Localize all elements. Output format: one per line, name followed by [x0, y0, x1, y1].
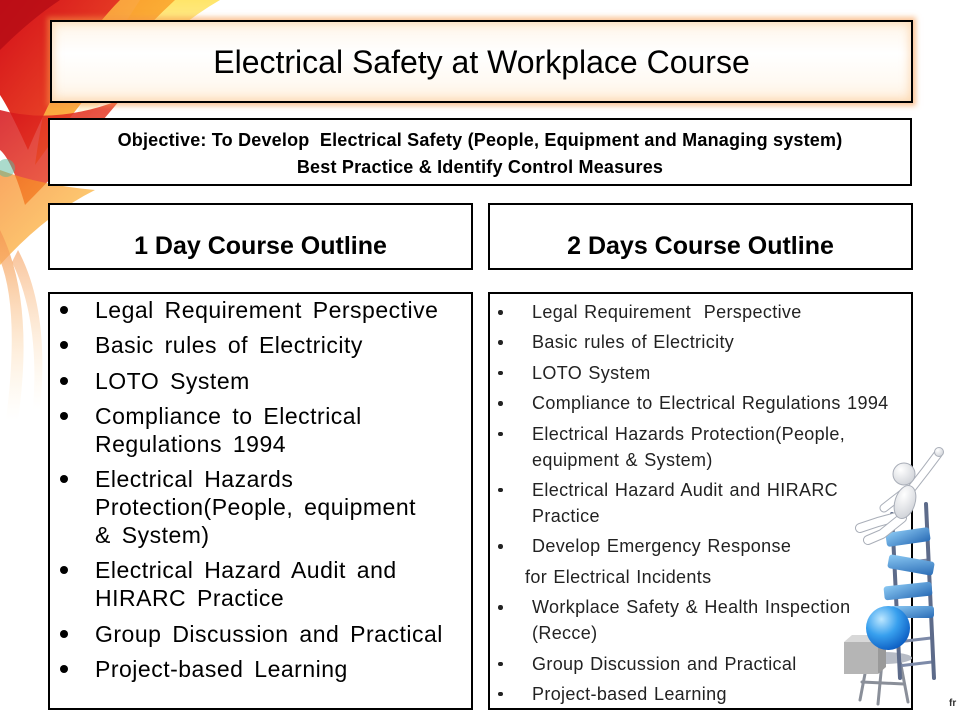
outline-item-text: Project-based Learning	[95, 656, 348, 683]
bullet-icon	[60, 630, 68, 638]
objective-line-2: Best Practice & Identify Control Measures	[296, 157, 664, 177]
person-on-ladder-illustration	[838, 442, 955, 708]
bullet-icon	[60, 306, 68, 314]
outline-item	[50, 296, 471, 324]
blue-objects	[883, 527, 934, 618]
blue-sphere	[866, 606, 910, 650]
outline-item-text: LOTO System	[532, 362, 651, 383]
outline-item	[50, 465, 471, 549]
bullet-icon	[498, 401, 503, 406]
outline-item	[50, 402, 471, 458]
one-day-outline-box	[48, 292, 473, 710]
outline-item-text: Group Discussion and Practical	[95, 620, 443, 647]
outline-item	[50, 367, 471, 395]
bullet-icon	[60, 665, 68, 673]
outline-item	[50, 556, 471, 612]
outline-item	[50, 331, 471, 359]
one-day-heading: 1 Day Course Outline	[134, 232, 387, 260]
bullet-icon	[498, 488, 503, 493]
outline-item	[490, 360, 911, 386]
outline-item-text: Compliance to Electrical Regulations 1994	[532, 393, 889, 414]
one-day-outline-list	[50, 294, 471, 683]
outline-item-text: Group Discussion and Practical	[532, 653, 797, 674]
bullet-icon	[498, 371, 503, 376]
outline-item-text: Electrical Hazards Protection(People, equipment & System)	[95, 466, 417, 549]
outline-item	[490, 390, 911, 416]
outline-item-text: Basic rules of Electricity	[95, 332, 363, 359]
bullet-icon	[60, 475, 68, 483]
bullet-icon	[60, 377, 68, 385]
outline-item-text: Project-based Learning	[532, 683, 727, 704]
outline-item	[490, 329, 911, 355]
objective-box	[48, 118, 912, 186]
white-person	[860, 448, 944, 541]
bullet-icon	[498, 544, 503, 549]
two-days-heading: 2 Days Course Outline	[567, 232, 834, 260]
bullet-icon	[498, 310, 503, 315]
outline-item-text: for Electrical Incidents	[525, 566, 712, 587]
bullet-icon	[498, 432, 503, 437]
two-days-header-box	[488, 203, 913, 270]
bullet-icon	[60, 341, 68, 349]
outline-item-text: Develop Emergency Response	[532, 536, 792, 557]
outline-item-text: Legal Requirement Perspective	[532, 302, 802, 322]
outline-item-text: Electrical Hazard Audit and HIRARC Practice	[532, 479, 839, 526]
outline-item-text: Electrical Hazards Protection(People, equipment & System)	[532, 423, 846, 470]
one-day-header-box	[48, 203, 473, 270]
bullet-icon	[498, 692, 503, 697]
outline-item	[50, 655, 471, 683]
bullet-icon	[60, 566, 68, 574]
bullet-icon	[498, 605, 503, 610]
bullet-icon	[498, 662, 503, 667]
outline-item-text: Basic rules of Electricity	[532, 332, 735, 353]
outline-item-text: Workplace Safety & Health Inspection (Recce)	[532, 597, 851, 644]
outline-item-text: Compliance to Electrical Regulations 1994	[95, 402, 362, 457]
outline-item	[490, 299, 911, 325]
outline-item	[50, 620, 471, 648]
outline-item-text: Electrical Hazard Audit and HIRARC Practice	[95, 557, 397, 612]
bullet-icon	[60, 412, 68, 420]
corner-watermark-text: fr	[949, 698, 957, 709]
title-box	[50, 20, 913, 103]
objective-line-1: Objective: To Develop Electrical Safety (People, Equipment and Managing system)	[117, 130, 843, 150]
outline-item-text: Legal Requirement Perspective	[95, 297, 439, 323]
bullet-icon	[498, 340, 503, 345]
outline-item-text: LOTO System	[95, 367, 250, 394]
slide-title: Electrical Safety at Workplace Course	[213, 43, 750, 80]
